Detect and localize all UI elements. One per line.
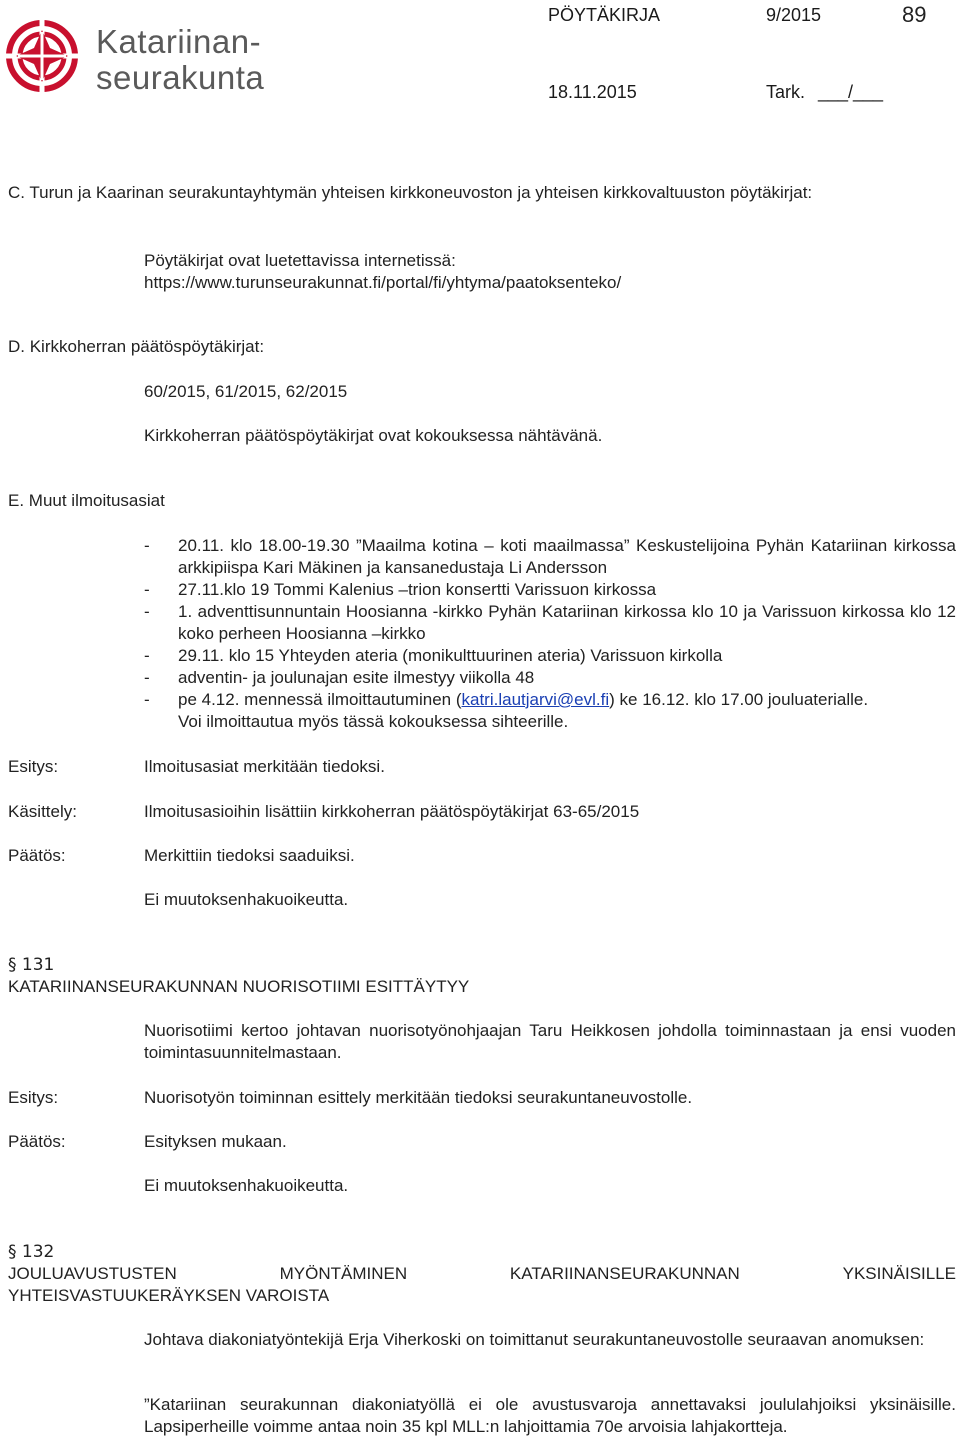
section-d-numbers: 60/2015, 61/2015, 62/2015 [144,382,348,401]
paatos-label: Päätös: [8,846,66,865]
section-c-title: C. Turun ja Kaarinan seurakuntayhtymän yhteisen kirkkoneuvoston ja yhteisen kirkkovaltuuston pöytäkirjat: [8,183,813,202]
kasittely-text: Ilmoitusasioihin lisättiin kirkkoherran päätöspöytäkirjat 63-65/2015 [144,802,640,821]
list-item-text-line-2: Voi ilmoittautua myös tässä kokouksessa sihteerille. [178,712,569,731]
list-item-text: 1. adventtisunnuntain Hoosianna -kirkko Pyhän Katariinan kirkossa klo 10 ja Varissuon kirkossa klo 12 koko perheen Hoosianna –kirkko [178,602,956,643]
list-item-text: 29.11. klo 15 Yhteyden ateria (monikulttuurinen ateria) Varissuon kirkolla [178,646,723,665]
list-item [144,667,956,689]
list-item-text-pre: pe 4.12. mennessä ilmoittautuminen ( [178,690,462,709]
title-word: MYÖNTÄMINEN [279,1264,408,1283]
section-131-body: Nuorisotiimi kertoo johtavan nuorisotyönohjaajan Taru Heikkosen johdolla toiminnastaan ja ensi vuoden toimintasuunnitelmastaan. [144,1021,956,1062]
list-item [144,601,956,645]
doc-date: 18.11.2015 [548,82,637,102]
paatos-text: Esityksen mukaan. [144,1132,287,1151]
logo-wordmark [96,24,264,96]
list-item-text: 20.11. klo 18.00-19.30 ”Maailma kotina – koti maailmassa” Keskustelijoina Pyhän Katariinan kirkossa arkkipiispa Kari Mäkinen ja kansanedustaja Li Andersson [178,536,956,577]
section-132-quote: ”Katariinan seurakunnan diakoniatyöllä ei ole avustusvaroja annettavaksi joululahjoiksi yksinäisille. Lapsiperheille voimme antaa noin 35 kpl MLL:n lahjoittamia 70e arvoisia lahjakortteja. [144,1395,956,1436]
doc-number: 9/2015 [766,5,822,25]
paatos-text: Merkittiin tiedoksi saaduiksi. [144,846,355,865]
list-dash: - [144,602,150,621]
list-dash: - [144,690,150,709]
list-item-text: 27.11.klo 19 Tommi Kalenius –trion konsertti Varissuon kirkossa [178,580,657,599]
section-d-note: Kirkkoherran päätöspöytäkirjat ovat kokouksessa nähtävänä. [144,426,603,445]
list-item-text-post: ) ke 16.12. klo 17.00 jouluaterialle. [609,690,869,709]
section-132-title-line-2: YHTEISVASTUUKERÄYKSEN VAROISTA [8,1286,330,1305]
logo-line-2: seurakunta [96,59,265,96]
logo-line-1: Katariinan- [96,23,262,60]
email-link[interactable]: katri.lautjarvi@evl.fi [461,690,610,709]
list-item [144,689,956,733]
list-item [144,645,956,667]
section-d-title: D. Kirkkoherran päätöspöytäkirjat: [8,337,265,356]
esitys-label: Esitys: [8,1088,59,1107]
appeal-note: Ei muutoksenhakuoikeutta. [144,1176,349,1195]
list-dash: - [144,580,150,599]
section-e-title: E. Muut ilmoitusasiat [8,491,165,510]
list-dash: - [144,668,150,687]
appeal-note: Ei muutoksenhakuoikeutta. [144,890,349,909]
esitys-label: Esitys: [8,757,59,776]
check-label: Tark. [766,82,806,102]
title-word: KATARIINANSEURAKUNNAN [509,1264,740,1283]
cross-emblem-icon [6,20,78,92]
list-item [144,535,956,579]
doc-type: PÖYTÄKIRJA [548,5,661,25]
title-word: JOULUAVUSTUSTEN [8,1264,177,1283]
esitys-text: Ilmoitusasiat merkitään tiedoksi. [144,757,385,776]
list-item [144,579,956,601]
paatos-label: Päätös: [8,1132,66,1151]
section-131-title: KATARIINANSEURAKUNNAN NUORISOTIIMI ESITTÄYTYY [8,977,470,996]
announcement-list [144,535,956,733]
parish-logo [6,20,78,92]
section-131-number: § 131 [8,955,55,975]
list-dash: - [144,646,150,665]
page-number: 89 [902,2,927,27]
check-blank: ___/___ [818,82,884,102]
section-132-title-line-1 [8,1263,956,1285]
section-132-body: Johtava diakoniatyöntekijä Erja Viherkoski on toimittanut seurakuntaneuvostolle seuraavan anomuksen: [144,1330,925,1349]
section-c-url[interactable]: https://www.turunseurakunnat.fi/portal/fi/yhtyma/paatoksenteko/ [144,273,622,292]
list-item-text: adventin- ja joulunajan esite ilmestyy viikolla 48 [178,668,535,687]
list-dash: - [144,536,150,555]
section-c-line-1: Pöytäkirjat ovat luetettavissa internetissä: [144,251,456,270]
kasittely-label: Käsittely: [8,802,77,821]
esitys-text: Nuorisotyön toiminnan esittely merkitään tiedoksi seurakuntaneuvostolle. [144,1088,693,1107]
section-132-number: § 132 [8,1242,55,1262]
title-word: YKSINÄISILLE [842,1264,956,1283]
